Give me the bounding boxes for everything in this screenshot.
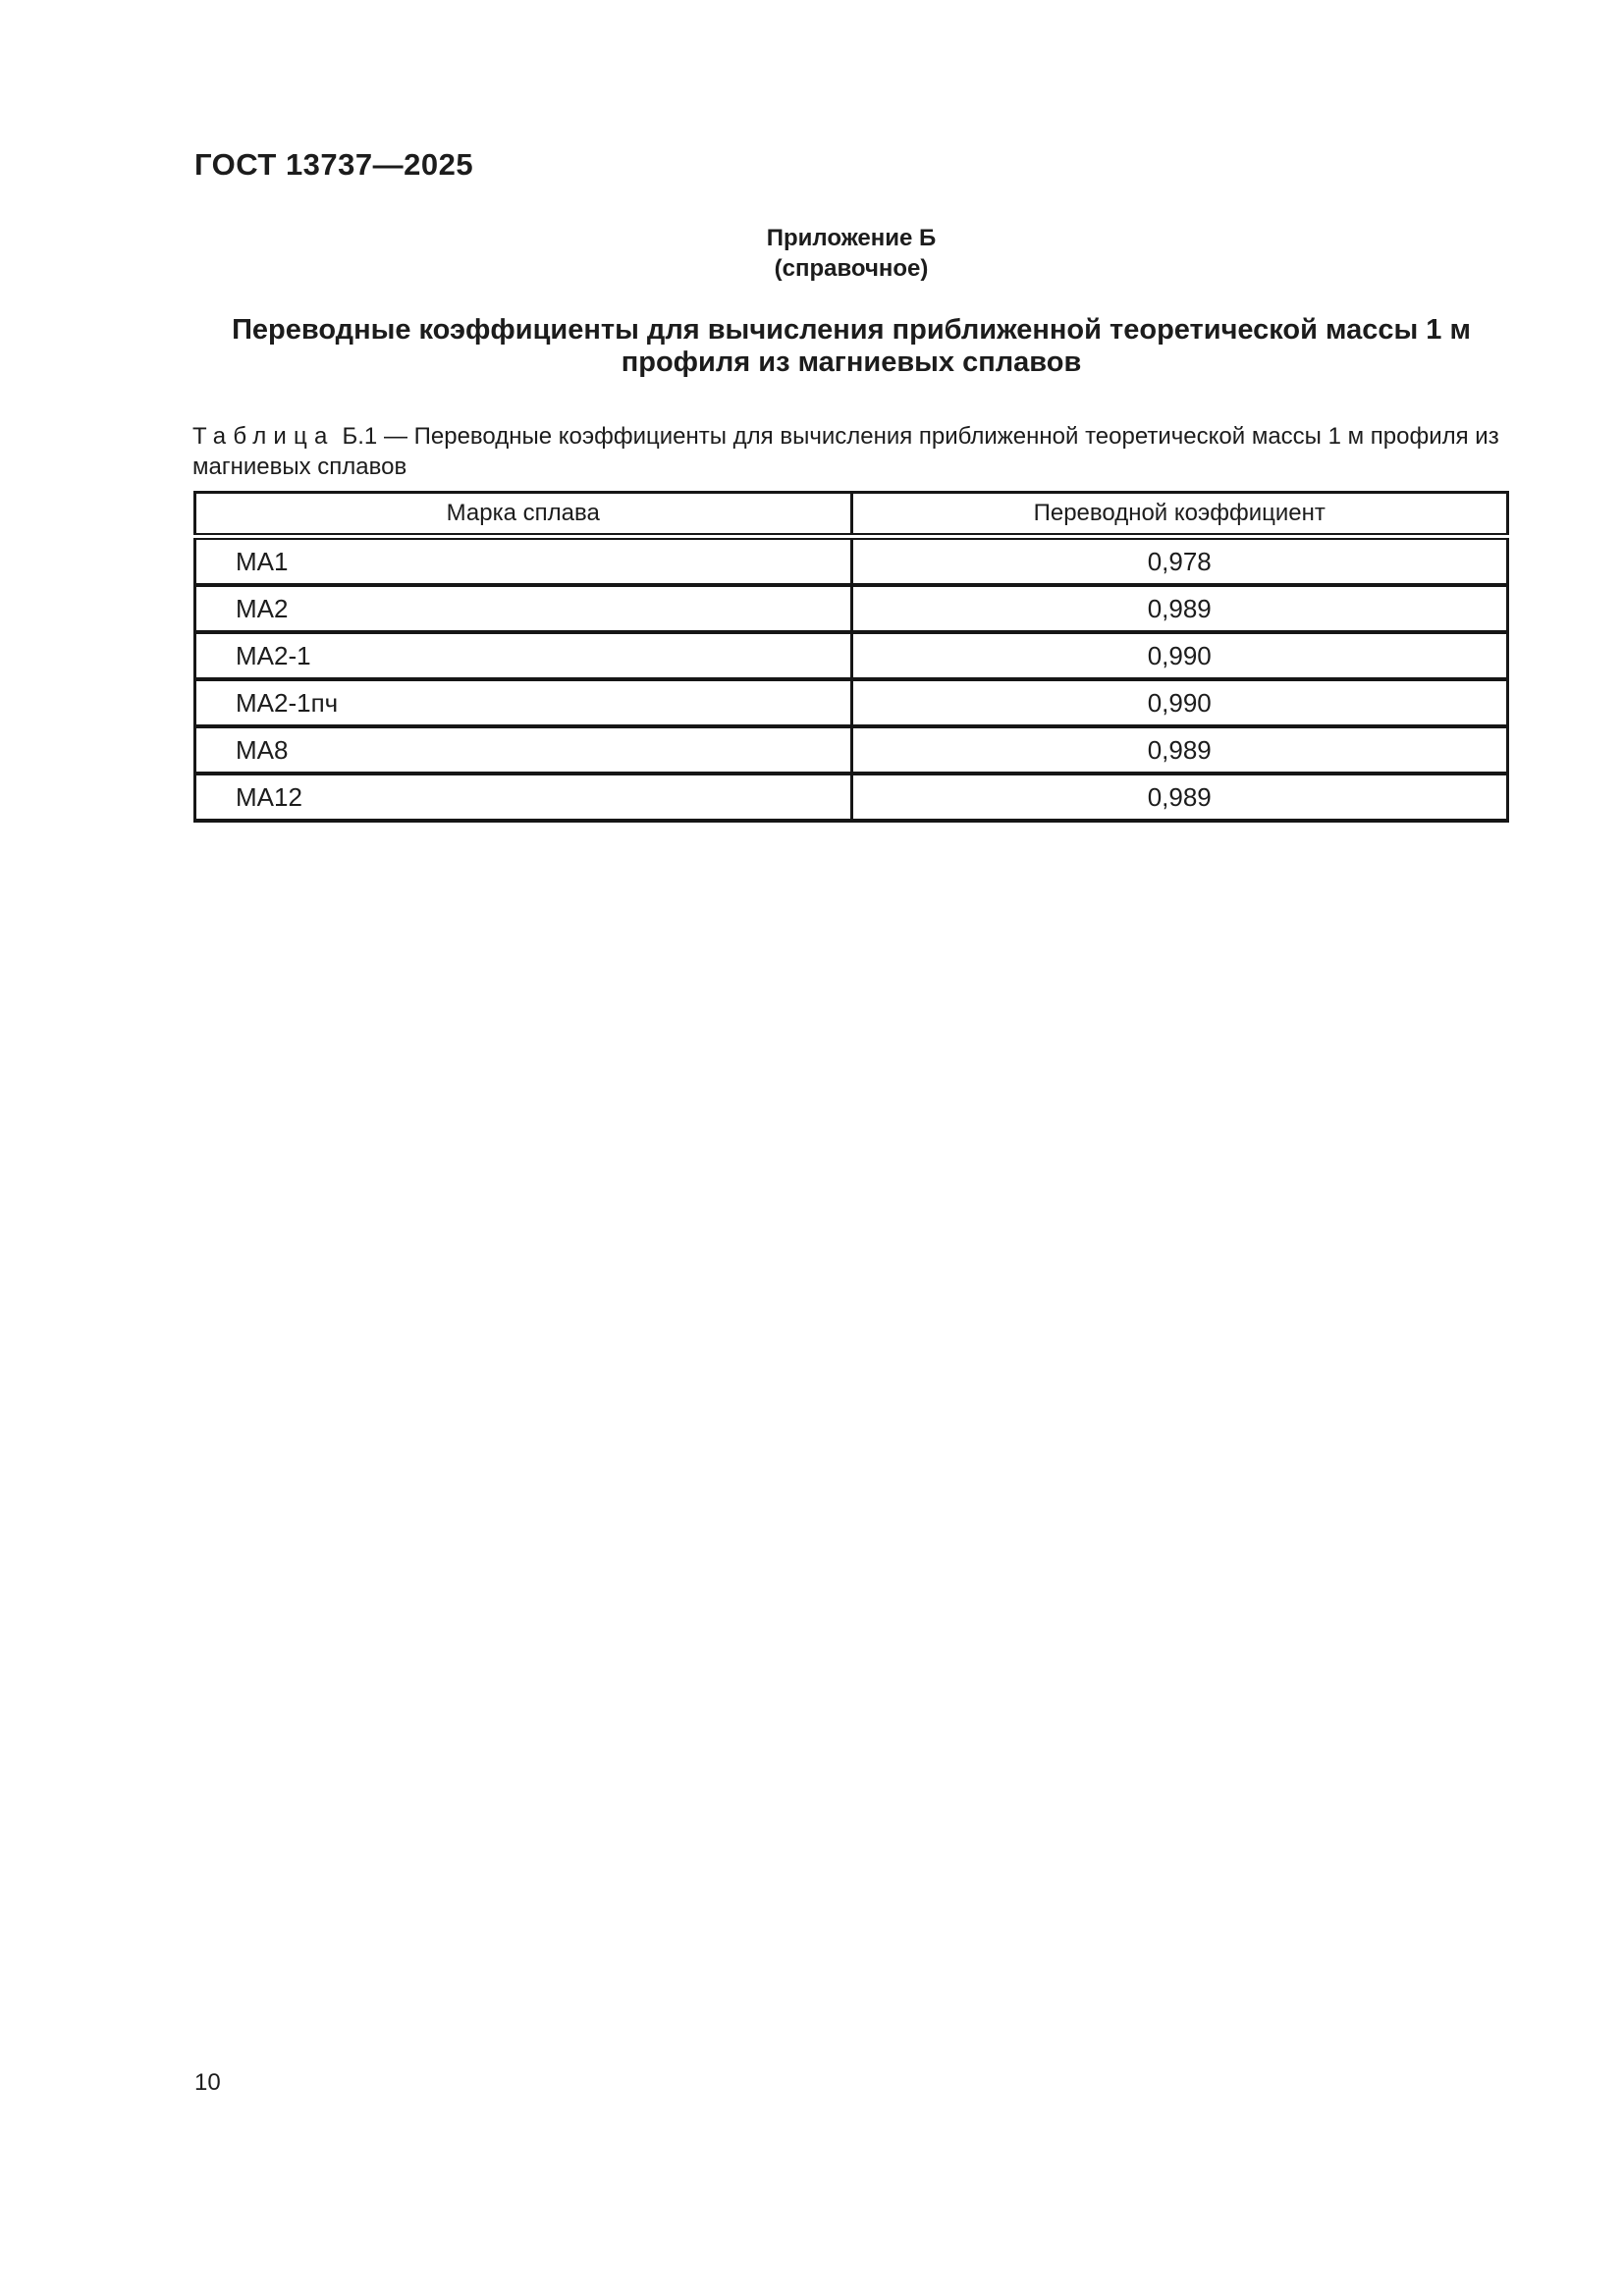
appendix-note: (справочное) xyxy=(774,255,929,282)
coefficient-cell: 0,990 xyxy=(851,632,1508,679)
appendix-label: Приложение Б xyxy=(766,225,937,251)
alloy-grade-cell: МА8 xyxy=(195,726,852,774)
appendix-title-line1: Переводные коэффициенты для вычисления приближенной теоретической массы 1 м xyxy=(232,314,1471,346)
table-caption-text: Б.1 — Переводные коэффициенты для вычисления приближенной теоретической массы 1 м профиля из магниевых сплавов xyxy=(192,423,1499,480)
alloy-grade-cell: МА2-1 xyxy=(195,632,852,679)
table-row xyxy=(195,585,1508,632)
table-row xyxy=(195,726,1508,774)
coefficient-cell: 0,990 xyxy=(851,679,1508,726)
table-caption xyxy=(192,421,1513,482)
table-caption-word: Таблица xyxy=(192,423,335,450)
coefficient-cell: 0,989 xyxy=(851,774,1508,821)
alloy-grade-cell: МА12 xyxy=(195,774,852,821)
alloy-grade-cell: МА2-1пч xyxy=(195,679,852,726)
table-row xyxy=(195,774,1508,821)
document-number: ГОСТ 13737—2025 xyxy=(194,147,474,182)
page-number: 10 xyxy=(194,2069,221,2096)
alloy-grade-cell: МА1 xyxy=(195,537,852,586)
alloy-grade-cell: МА2 xyxy=(195,585,852,632)
conversion-coefficients-table xyxy=(193,491,1509,823)
appendix-title-line2: профиля из магниевых сплавов xyxy=(621,347,1082,378)
column-header-alloy-grade: Марка сплава xyxy=(195,493,852,537)
column-header-conversion-coefficient: Переводной коэффициент xyxy=(851,493,1508,537)
appendix-title xyxy=(193,314,1509,379)
appendix-heading xyxy=(193,223,1509,284)
table-row xyxy=(195,537,1508,586)
coefficient-cell: 0,989 xyxy=(851,726,1508,774)
table-row xyxy=(195,679,1508,726)
coefficient-cell: 0,989 xyxy=(851,585,1508,632)
table-header-row xyxy=(195,493,1508,537)
table-row xyxy=(195,632,1508,679)
coefficient-cell: 0,978 xyxy=(851,537,1508,586)
